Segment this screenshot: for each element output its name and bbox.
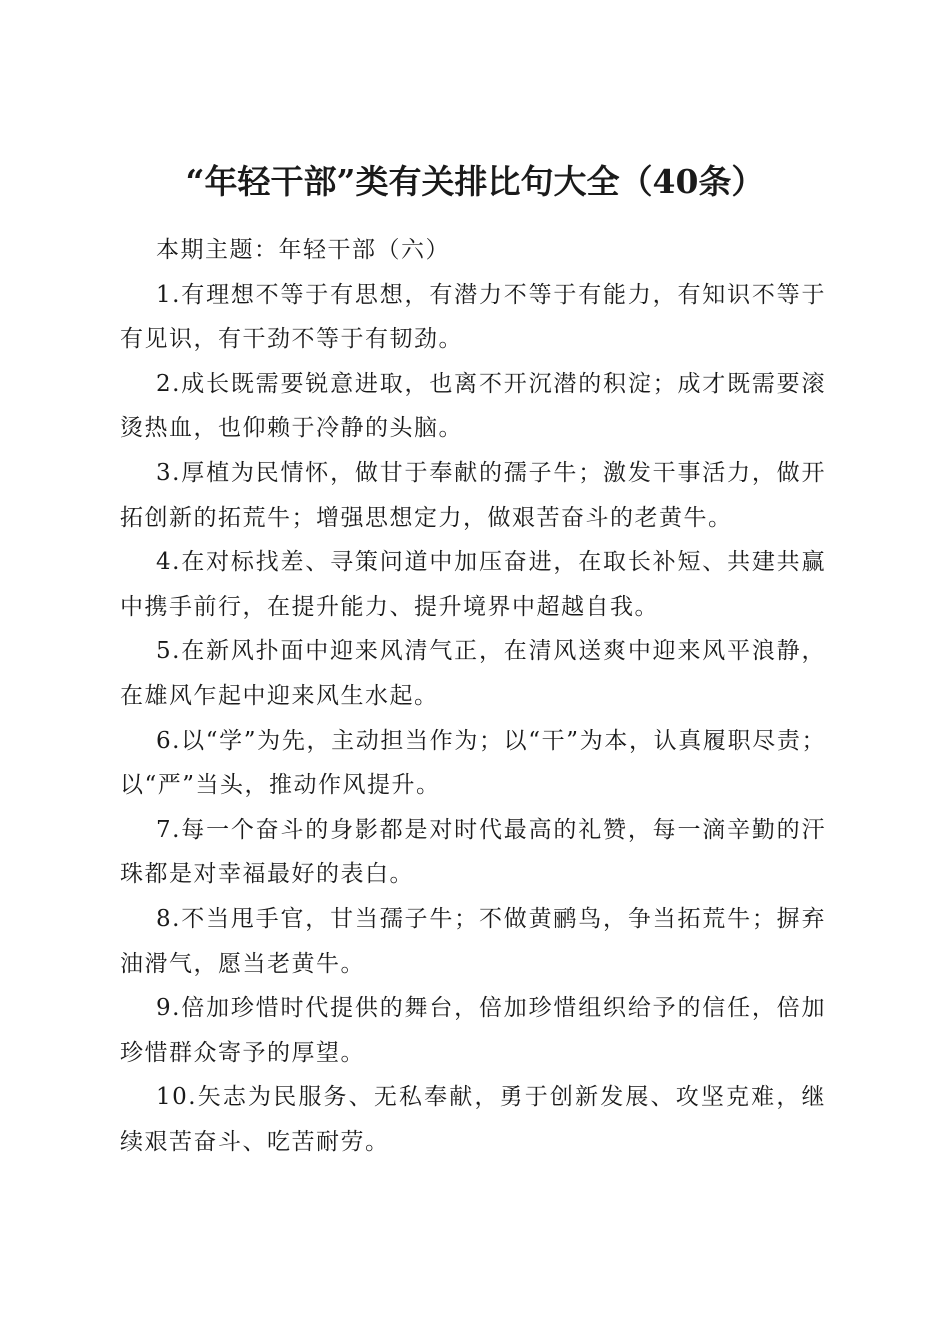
list-item-3: 3.厚植为民情怀，做甘于奉献的孺子牛；激发干事活力，做开拓创新的拓荒牛；增强思想定力，做艰苦奋斗的老黄牛。: [120, 459, 826, 531]
list-item-5: 5.在新风扑面中迎来风清气正，在清风送爽中迎来风平浪静，在雄风乍起中迎来风生水起。: [120, 638, 826, 709]
issue-topic: 本期主题：年轻干部（六）: [156, 237, 450, 263]
list-item-7: 7.每一个奋斗的身影都是对时代最高的礼赞，每一滴辛勤的汗珠都是对幸福最好的表白。: [120, 816, 826, 888]
list-item-9: 9.倍加珍惜时代提供的舞台，倍加珍惜组织给予的信任，倍加珍惜群众寄予的厚望。: [120, 995, 826, 1066]
list-item-6: 6.以“学”为先，主动担当作为；以“干”为本，认真履职尽责；以“严”当头，推动作风提升。: [120, 727, 826, 799]
list-item-10: 10.矢志为民服务、无私奉献，勇于创新发展、攻坚克难，继续艰苦奋斗、吃苦耐劳。: [120, 1084, 826, 1155]
list-item-8: 8.不当甩手官，甘当孺子牛；不做黄鹂鸟，争当拓荒牛；摒弃油滑气，愿当老黄牛。: [120, 905, 826, 977]
list-item-1: 1.有理想不等于有思想，有潜力不等于有能力，有知识不等于有见识，有干劲不等于有韧劲。: [120, 281, 826, 353]
list-item-4: 4.在对标找差、寻策问道中加压奋进，在取长补短、共建共赢中携手前行，在提升能力、提升境界中超越自我。: [120, 549, 826, 620]
list-item-2: 2.成长既需要锐意进取，也离不开沉潜的积淀；成才既需要滚烫热血，也仰赖于冷静的头脑。: [120, 370, 826, 442]
document-body: [120, 228, 826, 1164]
document-title: “年轻干部”类有关排比句大全（40条）: [185, 162, 765, 202]
